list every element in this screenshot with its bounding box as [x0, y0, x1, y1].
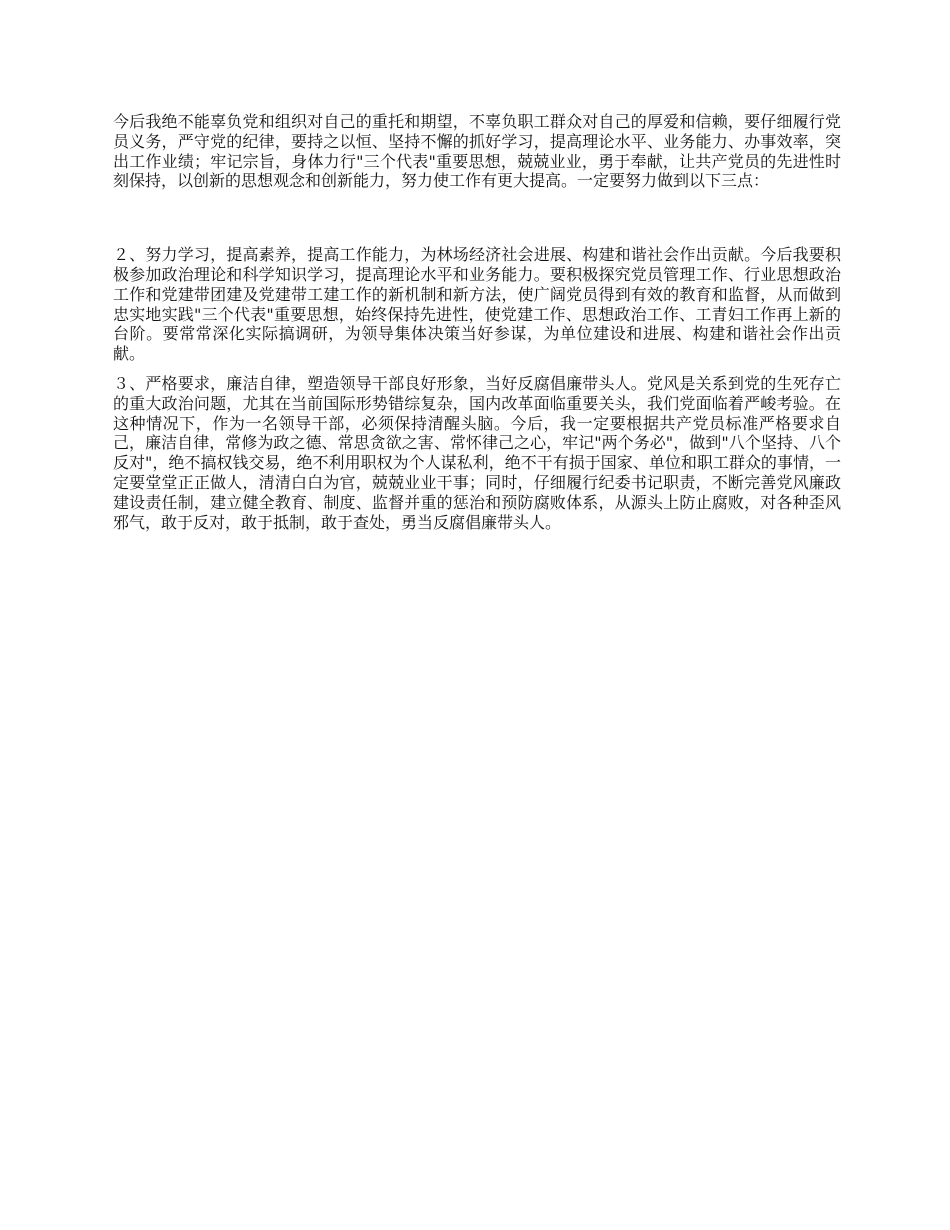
paragraph-point-3: ３、严格要求，廉洁自律，塑造领导干部良好形象，当好反腐倡廉带头人。党风是关系到党的生死存亡的重大政治问题，尤其在当前国际形势错综复杂，国内改革面临重要关头，我们党面临着严峻考验。在这种情况下，作为一名领导干部，必须保持清醒头脑。今后，我一定要根据共产党员标准严格要求自己，廉洁自律，常修为政之德、常思贪欲之害、常怀律己之心，牢记"两个务必"，做到"八个坚持、八个反对"，绝不搞权钱交易，绝不利用职权为个人谋私利，绝不干有损于国家、单位和职工群众的事情，一定要堂堂正正做人，清清白白为官，兢兢业业干事；同时，仔细履行纪委书记职责，不断完善党风廉政建设责任制，建立健全教育、制度、监督并重的惩治和预防腐败体系，从源头上防止腐败，对各种歪风邪气，敢于反对，敢于抵制，敢于查处，勇当反腐倡廉带头人。 — [113, 373, 841, 532]
document-body — [113, 112, 841, 532]
paragraph-point-2: ２、努力学习，提高素养，提高工作能力，为林场经济社会进展、构建和谐社会作出贡献。今后我要积极参加政治理论和科学知识学习，提高理论水平和业务能力。要积极探究党员管理工作、行业思想政治工作和党建带团建及党建带工建工作的新机制和新方法，使广阔党员得到有效的教育和监督，从而做到忠实地实践"三个代表"重要思想，始终保持先进性，使党建工作、思想政治工作、工青妇工作再上新的台阶。要常常深化实际搞调研，为领导集体决策当好参谋，为单位建设和进展、构建和谐社会作出贡献。 — [113, 245, 841, 364]
paragraph-intro: 今后我绝不能辜负党和组织对自己的重托和期望，不辜负职工群众对自己的厚爱和信赖，要仔细履行党员义务，严守党的纪律，要持之以恒、坚持不懈的抓好学习，提高理论水平、业务能力、办事效率，突出工作业绩；牢记宗旨，身体力行"三个代表"重要思想，兢兢业业，勇于奉献，让共产党员的先进性时刻保持，以创新的思想观念和创新能力，努力使工作有更大提高。一定要努力做到以下三点： — [113, 112, 841, 191]
